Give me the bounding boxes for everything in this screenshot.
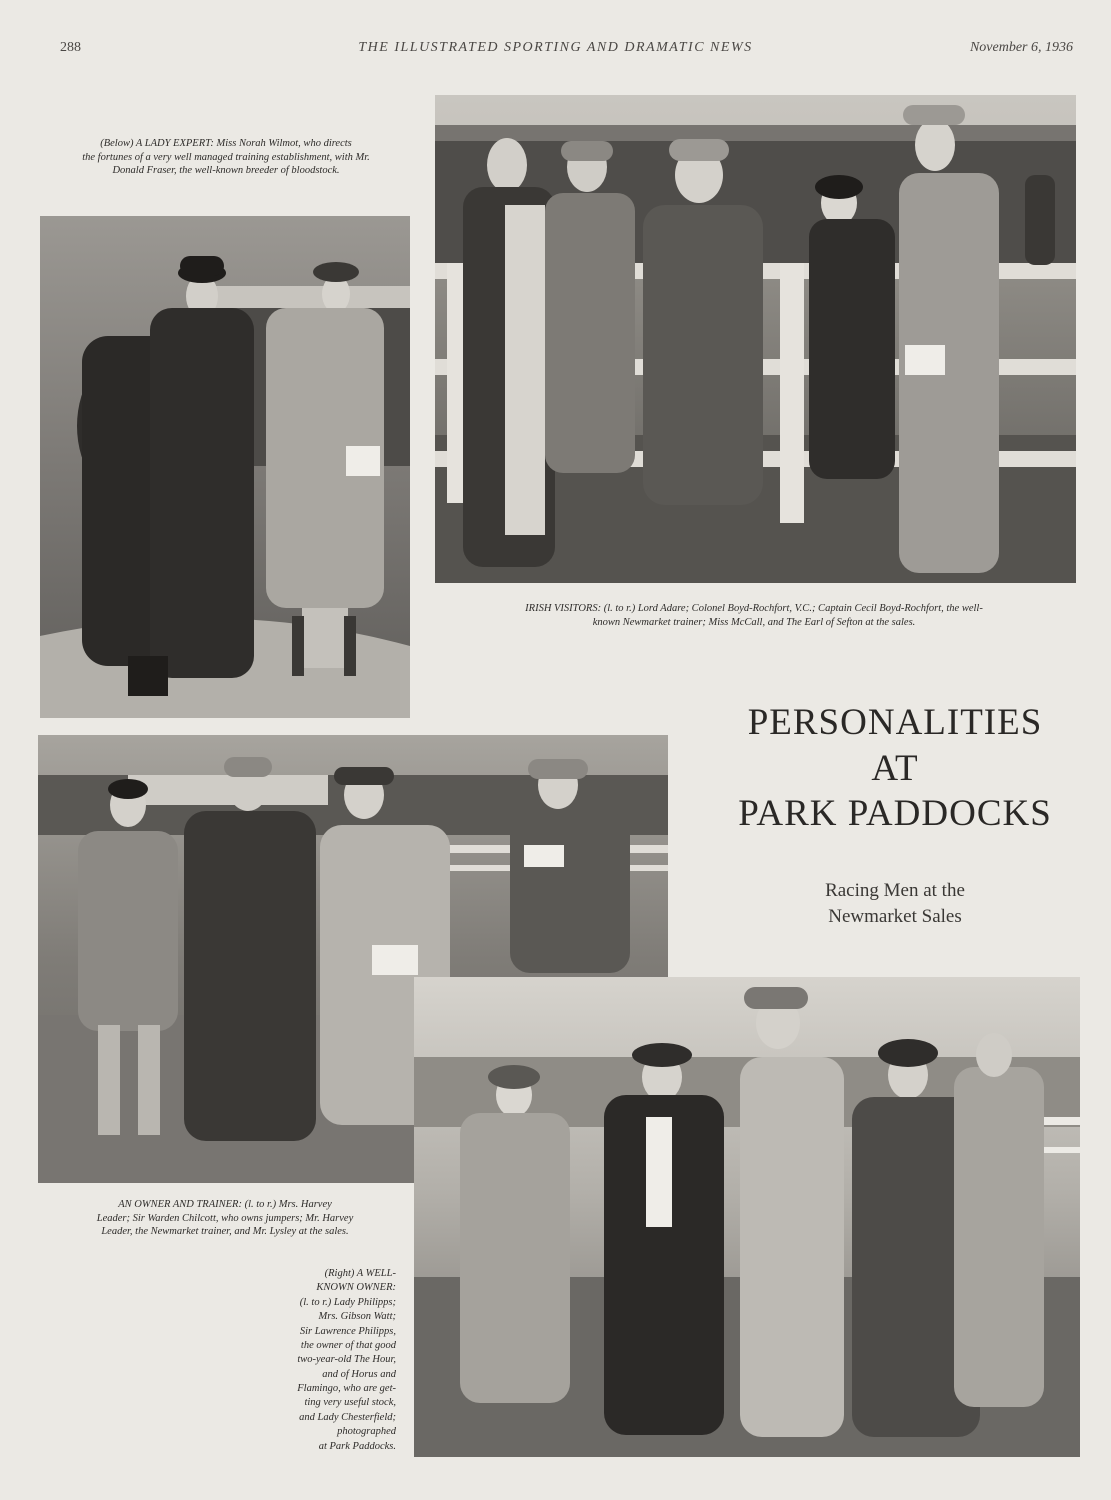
caption-well-known-owner bbox=[270, 1267, 396, 1454]
page-subheadline: Racing Men at the Newmarket Sales bbox=[825, 880, 965, 928]
page-number: 288 bbox=[60, 40, 81, 55]
photo-irish-visitors bbox=[435, 95, 1076, 583]
photo-well-known-owner bbox=[414, 977, 1080, 1457]
caption-line: and Lady Chesterfield; bbox=[299, 1411, 396, 1423]
caption-line: two-year-old The Hour, bbox=[297, 1354, 396, 1366]
photo-irish-visitors-image bbox=[435, 95, 1076, 583]
caption-line: Sir Lawrence Philipps, bbox=[299, 1325, 396, 1337]
caption-line: photographed bbox=[337, 1426, 396, 1438]
photo-lady-expert bbox=[40, 216, 410, 718]
photo-lady-expert-image bbox=[40, 216, 410, 718]
caption-line: (l. to r.) Lady Philipps; bbox=[299, 1296, 396, 1308]
photo-well-known-owner-image bbox=[414, 977, 1080, 1457]
caption-line: ting very useful stock, bbox=[304, 1397, 396, 1409]
caption-irish-visitors: IRISH VISITORS: (l. to r.) Lord Adare; Colonel Boyd-Rochfort, V.C.; Captain Cecil Boyd-Rochfort, the well- known Newmarket trainer; Miss McCall, and The Earl of Sefton at the sales. bbox=[525, 603, 983, 628]
caption-line: Flamingo, who are get- bbox=[297, 1383, 396, 1394]
caption-line: the owner of that good bbox=[300, 1339, 396, 1351]
issue-date: November 6, 1936 bbox=[969, 40, 1073, 55]
caption-line: (Right) A WELL- bbox=[324, 1268, 396, 1279]
caption-line: at Park Paddocks. bbox=[318, 1440, 396, 1452]
caption-line: and of Horus and bbox=[322, 1368, 396, 1380]
caption-owner-trainer: AN OWNER AND TRAINER: (l. to r.) Mrs. Harvey Leader; Sir Warden Chilcott, who owns jumpers; Mr. Harvey Leader, the Newmarket trainer, and Mr. Lysley at the sales. bbox=[96, 1199, 354, 1238]
caption-line: KNOWN OWNER: bbox=[316, 1282, 396, 1294]
publication-title: THE ILLUSTRATED SPORTING AND DRAMATIC NEWS bbox=[358, 40, 753, 55]
page-headline: PERSONALITIES AT PARK PADDOCKS bbox=[738, 702, 1052, 834]
caption-line: Mrs. Gibson Watt; bbox=[318, 1311, 396, 1323]
caption-lady-expert: (Below) A LADY EXPERT: Miss Norah Wilmot, who directs the fortunes of a very well managed training establishment, with Mr. Donald Fraser, the well-known breeder of bloodstock. bbox=[82, 138, 370, 177]
